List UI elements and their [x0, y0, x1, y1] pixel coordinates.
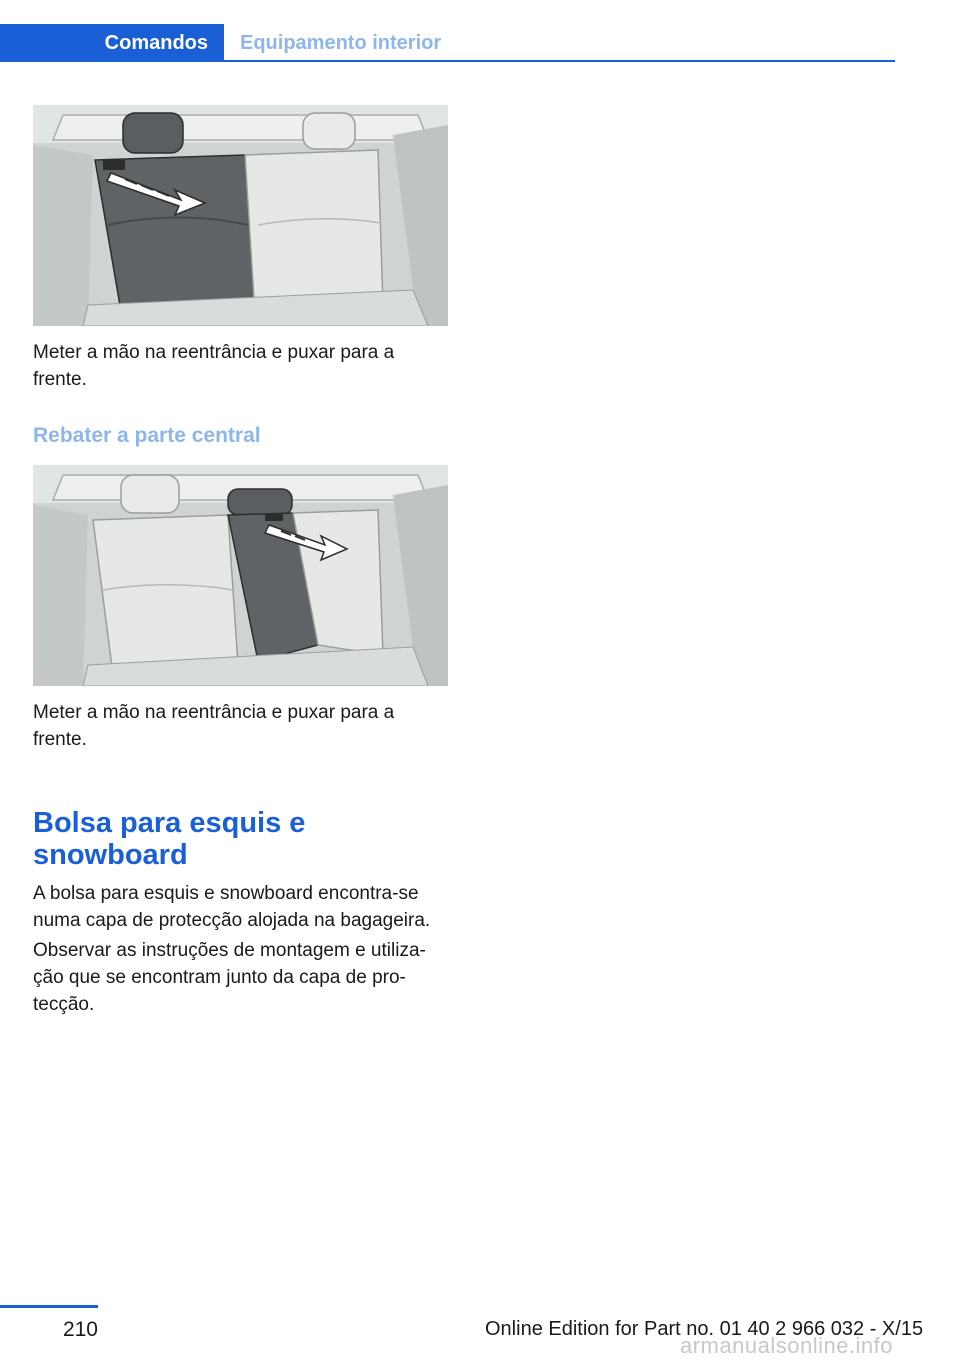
footer-rule	[0, 1305, 98, 1308]
page-header	[0, 24, 895, 62]
caption-2: Meter a mão na reentrância e puxar para a frente.	[33, 702, 395, 750]
edition-info: Online Edition for Part no. 01 40 2 966 032 - X/15	[485, 1318, 924, 1340]
tab-equipamento-interior[interactable]: Equipamento interior	[240, 32, 442, 54]
page-number: 210	[62, 1318, 98, 1341]
watermark: armanualsonline.info	[680, 1333, 894, 1358]
paragraph-2: Observar as instruções de montagem e utiliza-ção que se encontram junto da capa de pro-tecção.	[33, 940, 426, 1015]
subheading-rebater: Rebater a parte central	[33, 424, 261, 447]
caption-1: Meter a mão na reentrância e puxar para a frente.	[33, 342, 395, 390]
tab-comandos[interactable]: Comandos	[0, 24, 224, 62]
section-title: Bolsa para esquis e snowboard	[33, 807, 306, 871]
paragraph-1: A bolsa para esquis e snowboard encontra-se numa capa de protecção alojada na bagageira.	[33, 883, 431, 931]
figure-fold-outer-backrest	[33, 105, 448, 326]
figure-fold-middle-section	[33, 465, 448, 686]
